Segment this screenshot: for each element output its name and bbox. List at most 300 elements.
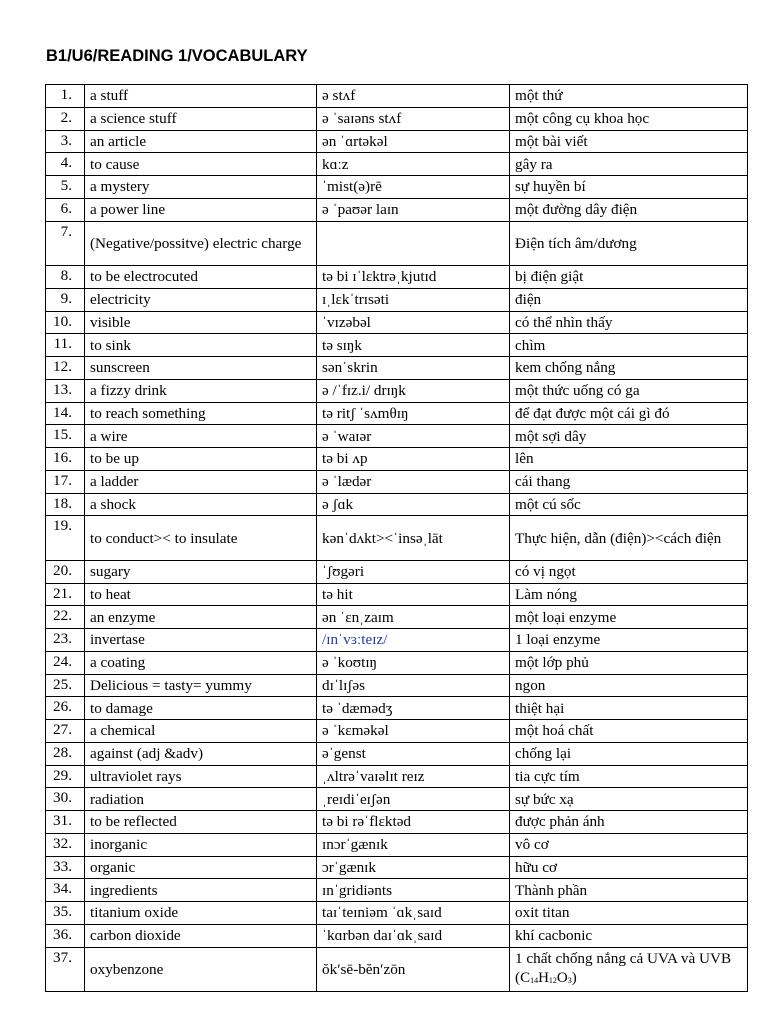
pronunciation-cell-text: ən ˈɑrtəkəl <box>322 132 388 150</box>
meaning-cell <box>510 266 748 289</box>
row-number-text: 23. <box>53 630 72 647</box>
meaning-cell <box>510 947 748 992</box>
pronunciation-cell <box>317 856 510 879</box>
term-cell-text: oxybenzone <box>90 960 164 978</box>
meaning-cell-text: một lớp phủ <box>515 654 589 672</box>
term-cell <box>85 266 317 289</box>
meaning-cell <box>510 198 748 221</box>
term-cell <box>85 674 317 697</box>
table-row <box>46 402 748 425</box>
meaning-cell <box>510 221 748 266</box>
pronunciation-cell <box>317 334 510 357</box>
pronunciation-cell <box>317 107 510 130</box>
meaning-cell-text: vô cơ <box>515 836 549 854</box>
meaning-cell-text: Thực hiện, dẫn (điện)><cách điện <box>515 529 722 547</box>
vocabulary-table <box>45 84 748 992</box>
meaning-cell <box>510 402 748 425</box>
row-number <box>46 765 85 788</box>
term-cell-text: to damage <box>90 699 153 717</box>
table-row <box>46 742 748 765</box>
row-number-text: 27. <box>53 721 72 738</box>
meaning-cell <box>510 130 748 153</box>
term-cell-text: visible <box>90 313 131 331</box>
table-row <box>46 924 748 947</box>
row-number <box>46 448 85 471</box>
table-row <box>46 674 748 697</box>
row-number <box>46 720 85 743</box>
pronunciation-cell-text: /ɪnˈvɜːteɪz/ <box>322 631 388 649</box>
table-row <box>46 833 748 856</box>
term-cell-text: inorganic <box>90 836 148 854</box>
meaning-cell <box>510 85 748 108</box>
term-cell-text: (Negative/possitve) electric charge <box>90 234 302 252</box>
table-row <box>46 856 748 879</box>
pronunciation-cell-text: ˈvɪzəbəl <box>322 313 371 331</box>
term-cell-text: a ladder <box>90 473 139 491</box>
row-number-text: 8. <box>60 267 72 284</box>
meaning-cell-text: bị điện giật <box>515 268 584 286</box>
meaning-cell-text: có thể nhìn thấy <box>515 313 613 331</box>
row-number-text: 28. <box>53 743 72 761</box>
row-number <box>46 334 85 357</box>
table-row <box>46 879 748 902</box>
table-row <box>46 697 748 720</box>
term-cell <box>85 651 317 674</box>
term-cell <box>85 697 317 720</box>
row-number-text: 30. <box>53 789 72 807</box>
row-number-text: 11. <box>53 335 72 353</box>
pronunciation-cell-text: ˈkɑrbən daɪˈɑkˌsaɪd <box>322 927 443 945</box>
meaning-cell-text: 1 loại enzyme <box>515 631 601 649</box>
term-cell-text: a coating <box>90 654 146 672</box>
term-cell-text: a shock <box>90 495 136 513</box>
term-cell-text: to heat <box>90 585 131 603</box>
table-row <box>46 176 748 199</box>
pronunciation-cell <box>317 470 510 493</box>
row-number-text: 1. <box>60 86 72 103</box>
term-cell <box>85 448 317 471</box>
term-cell-text: carbon dioxide <box>90 927 181 945</box>
term-cell <box>85 583 317 606</box>
pronunciation-cell <box>317 583 510 606</box>
table-row <box>46 788 748 811</box>
pronunciation-cell <box>317 879 510 902</box>
meaning-cell-text: chìm <box>515 336 546 354</box>
term-cell-text: ultraviolet rays <box>90 767 182 785</box>
meaning-cell <box>510 629 748 652</box>
term-cell-text: a power line <box>90 201 166 219</box>
meaning-cell-text: 1 chất chống nắng cả UVA và UVB ( <box>515 949 732 986</box>
pronunciation-cell-text: ə ˈsaɪəns stʌf <box>322 110 402 128</box>
term-cell <box>85 720 317 743</box>
row-number <box>46 85 85 108</box>
pronunciation-cell <box>317 85 510 108</box>
pronunciation-cell <box>317 651 510 674</box>
meaning-cell-text: một sợi dây <box>515 427 587 445</box>
pronunciation-cell <box>317 448 510 471</box>
row-number-text: 22. <box>53 607 72 625</box>
meaning-cell <box>510 288 748 311</box>
meaning-cell-text: chống lại <box>515 745 572 763</box>
term-cell-text: to cause <box>90 155 140 173</box>
pronunciation-cell <box>317 516 510 561</box>
meaning-cell <box>510 425 748 448</box>
meaning-cell-text: một công cụ khoa học <box>515 110 650 128</box>
row-number-text: 9. <box>60 289 72 307</box>
meaning-cell <box>510 470 748 493</box>
table-row <box>46 516 748 561</box>
row-number-text: 4. <box>60 154 72 172</box>
meaning-cell-text: một loại enzyme <box>515 608 617 626</box>
term-cell-text: ingredients <box>90 881 158 899</box>
row-number <box>46 947 85 992</box>
term-cell <box>85 947 317 992</box>
term-cell <box>85 606 317 629</box>
row-number <box>46 902 85 925</box>
row-number-text: 18. <box>53 494 72 512</box>
meaning-cell-text: để đạt được một cái gì đó <box>515 404 670 422</box>
chemical-formula <box>520 970 577 986</box>
term-cell <box>85 288 317 311</box>
table-row <box>46 765 748 788</box>
meaning-cell-text: thiệt hại <box>515 699 565 717</box>
page-title: B1/U6/READING 1/VOCABULARY <box>46 47 308 65</box>
row-number <box>46 833 85 856</box>
meaning-cell <box>510 583 748 606</box>
term-cell-text: sunscreen <box>90 359 150 377</box>
pronunciation-cell <box>317 720 510 743</box>
row-number <box>46 516 85 561</box>
term-cell <box>85 198 317 221</box>
formula-subscript: 12 <box>548 975 557 985</box>
pronunciation-cell <box>317 697 510 720</box>
pronunciation-cell <box>317 379 510 402</box>
table-row <box>46 107 748 130</box>
row-number-text: 35. <box>53 903 72 920</box>
term-cell <box>85 153 317 176</box>
pronunciation-cell <box>317 130 510 153</box>
term-cell <box>85 402 317 425</box>
row-number <box>46 266 85 289</box>
term-cell-text: against (adj &adv) <box>90 745 204 763</box>
row-number <box>46 198 85 221</box>
row-number-text: 36. <box>53 925 72 943</box>
row-number-text: 24. <box>53 652 72 670</box>
pronunciation-cell-text: tə ˈdæmədʒ <box>322 699 393 717</box>
pronunciation-cell <box>317 176 510 199</box>
pronunciation-cell-text: ə stʌf <box>322 87 356 105</box>
pronunciation-cell <box>317 153 510 176</box>
row-number <box>46 288 85 311</box>
meaning-cell <box>510 493 748 516</box>
meaning-cell-text: điện <box>515 291 542 309</box>
row-number-text: 26. <box>53 698 72 716</box>
formula-subscript: 14 <box>530 975 539 985</box>
term-cell <box>85 470 317 493</box>
meaning-cell-text: được phản ánh <box>515 813 605 831</box>
pronunciation-cell <box>317 902 510 925</box>
term-cell <box>85 516 317 561</box>
row-number-text: 2. <box>60 108 72 126</box>
table-row <box>46 560 748 583</box>
row-number <box>46 402 85 425</box>
meaning-cell-text: một đường dây điện <box>515 201 638 219</box>
pronunciation-cell-text: ə ˈwaɪər <box>322 427 372 445</box>
pronunciation-cell <box>317 560 510 583</box>
pronunciation-cell-text: ə ˈlædər <box>322 473 372 491</box>
pronunciation-cell-text: ə ˈkɛməkəl <box>322 722 389 740</box>
meaning-cell-text: cái thang <box>515 473 571 491</box>
table-row <box>46 379 748 402</box>
pronunciation-cell <box>317 742 510 765</box>
meaning-cell <box>510 651 748 674</box>
row-number <box>46 856 85 879</box>
term-cell-text: a science stuff <box>90 110 177 128</box>
row-number <box>46 788 85 811</box>
term-cell <box>85 902 317 925</box>
row-number-text: 16. <box>53 449 72 466</box>
row-number <box>46 606 85 629</box>
pronunciation-cell-text: ˌreɪdiˈeɪʃən <box>322 790 391 808</box>
pronunciation-cell <box>317 266 510 289</box>
row-number <box>46 176 85 199</box>
table-row <box>46 629 748 652</box>
row-number <box>46 742 85 765</box>
pronunciation-cell <box>317 402 510 425</box>
table-row <box>46 130 748 153</box>
term-cell-text: a fizzy drink <box>90 382 167 400</box>
meaning-cell-text: một cú sốc <box>515 495 581 513</box>
table-row <box>46 85 748 108</box>
term-cell <box>85 765 317 788</box>
term-cell <box>85 107 317 130</box>
term-cell <box>85 221 317 266</box>
table-row <box>46 357 748 380</box>
term-cell-text: sugary <box>90 563 131 581</box>
row-number-text: 32. <box>53 834 72 852</box>
term-cell-text: invertase <box>90 631 145 649</box>
row-number <box>46 379 85 402</box>
pronunciation-cell <box>317 674 510 697</box>
term-cell-text: organic <box>90 858 136 876</box>
term-cell-text: an article <box>90 132 147 150</box>
meaning-cell <box>510 697 748 720</box>
pronunciation-cell-text: ˈmist(ə)rē <box>322 178 382 196</box>
table-row <box>46 198 748 221</box>
row-number-text: 6. <box>60 199 72 217</box>
term-cell-text: a wire <box>90 427 128 445</box>
pronunciation-cell-text: ən ˈɛnˌzaɪm <box>322 608 394 626</box>
pronunciation-cell-text: kɑːz <box>322 155 349 173</box>
pronunciation-cell-text: dɪˈlɪʃəs <box>322 676 366 694</box>
table-row <box>46 902 748 925</box>
meaning-cell <box>510 176 748 199</box>
pronunciation-cell <box>317 811 510 834</box>
vocabulary-table-body <box>46 85 748 992</box>
meaning-cell <box>510 379 748 402</box>
table-row <box>46 311 748 334</box>
row-number <box>46 697 85 720</box>
term-cell <box>85 425 317 448</box>
meaning-cell <box>510 560 748 583</box>
row-number <box>46 583 85 606</box>
row-number <box>46 924 85 947</box>
term-cell-text: to reach something <box>90 404 206 422</box>
pronunciation-cell-text: taɪˈteɪniəm ˈɑkˌsaɪd <box>322 904 442 922</box>
meaning-cell-text: ngon <box>515 676 546 694</box>
meaning-cell <box>510 153 748 176</box>
term-cell <box>85 357 317 380</box>
row-number-text: 31. <box>53 812 72 829</box>
term-cell-text: electricity <box>90 291 151 309</box>
row-number-text: 34. <box>53 880 72 898</box>
meaning-cell <box>510 334 748 357</box>
row-number <box>46 311 85 334</box>
row-number <box>46 879 85 902</box>
pronunciation-cell <box>317 947 510 992</box>
row-number <box>46 221 85 266</box>
row-number <box>46 560 85 583</box>
table-row <box>46 425 748 448</box>
meaning-cell-text: gây ra <box>515 155 553 173</box>
row-number-text: 33. <box>53 857 72 875</box>
formula-subscript: 3 <box>567 975 572 985</box>
term-cell-text: to be up <box>90 450 139 468</box>
row-number-text: 14. <box>53 403 72 421</box>
meaning-cell-text: sự bức xạ <box>515 790 574 808</box>
term-cell-text: titanium oxide <box>90 904 179 922</box>
meaning-cell <box>510 765 748 788</box>
pronunciation-cell-text: ɪnˈgridiənts <box>322 881 393 899</box>
meaning-cell <box>510 924 748 947</box>
pronunciation-cell-text: ŏk′sē-bĕn′zōn <box>322 960 406 978</box>
meaning-cell-text: một hoá chất <box>515 722 594 740</box>
meaning-cell <box>510 311 748 334</box>
meaning-cell <box>510 879 748 902</box>
meaning-cell <box>510 357 748 380</box>
formula-element: C <box>520 969 531 986</box>
pronunciation-cell-text: tə bi rəˈflɛktəd <box>322 813 412 831</box>
meaning-cell-text: kem chống nắng <box>515 359 616 377</box>
term-cell <box>85 176 317 199</box>
row-number <box>46 629 85 652</box>
row-number <box>46 811 85 834</box>
meaning-cell-text: một bài viết <box>515 132 588 150</box>
term-cell <box>85 334 317 357</box>
table-row <box>46 448 748 471</box>
pronunciation-cell-text: əˈgenst <box>322 745 366 763</box>
row-number-text: 13. <box>53 380 72 398</box>
row-number <box>46 674 85 697</box>
meaning-cell <box>510 788 748 811</box>
pronunciation-cell-text: tə bi ɪˈlɛktrəˌkjutɪd <box>322 268 437 286</box>
row-number-text: 3. <box>60 131 72 149</box>
term-cell-text: radiation <box>90 790 144 808</box>
term-cell <box>85 560 317 583</box>
term-cell-text: a chemical <box>90 722 156 740</box>
term-cell <box>85 788 317 811</box>
pronunciation-cell <box>317 288 510 311</box>
term-cell-text: to conduct>< to insulate <box>90 529 238 547</box>
table-row <box>46 947 748 992</box>
meaning-cell <box>510 856 748 879</box>
pronunciation-cell <box>317 425 510 448</box>
pronunciation-cell <box>317 788 510 811</box>
term-cell <box>85 493 317 516</box>
row-number <box>46 470 85 493</box>
meaning-cell <box>510 606 748 629</box>
meaning-cell-text: có vị ngọt <box>515 563 576 581</box>
table-row <box>46 720 748 743</box>
row-number-text: 20. <box>53 561 72 579</box>
table-row <box>46 153 748 176</box>
meaning-cell-text: oxit titan <box>515 904 570 922</box>
formula-close-paren: ) <box>571 969 577 986</box>
table-row <box>46 493 748 516</box>
pronunciation-cell <box>317 833 510 856</box>
pronunciation-cell <box>317 357 510 380</box>
row-number-text: 10. <box>53 312 72 330</box>
table-row <box>46 266 748 289</box>
pronunciation-cell-text: ˌʌltrəˈvaɪəlɪt reɪz <box>322 767 425 785</box>
term-cell <box>85 811 317 834</box>
meaning-cell <box>510 833 748 856</box>
meaning-cell-text: Điện tích âm/dương <box>515 234 637 252</box>
term-cell <box>85 833 317 856</box>
term-cell <box>85 879 317 902</box>
table-row <box>46 334 748 357</box>
meaning-cell <box>510 720 748 743</box>
pronunciation-cell <box>317 924 510 947</box>
row-number-text: 21. <box>53 584 72 602</box>
term-cell <box>85 924 317 947</box>
term-cell-text: to sink <box>90 336 131 354</box>
row-number-text: 25. <box>53 675 72 693</box>
pronunciation-cell-text: sənˈskrin <box>322 359 378 377</box>
table-row <box>46 606 748 629</box>
meaning-cell-text: một thứ <box>515 87 563 105</box>
meaning-cell <box>510 902 748 925</box>
row-number-text: 12. <box>53 358 72 375</box>
row-number-text: 5. <box>60 177 72 194</box>
pronunciation-cell-text: ɪˌlɛkˈtrɪsəti <box>322 291 390 309</box>
term-cell-text: to be electrocuted <box>90 268 198 286</box>
formula-element: H <box>538 969 549 986</box>
table-row <box>46 288 748 311</box>
row-number-text: 17. <box>53 471 72 489</box>
row-number <box>46 153 85 176</box>
pronunciation-cell-text: tə hit <box>322 585 353 603</box>
meaning-cell <box>510 107 748 130</box>
term-cell <box>85 742 317 765</box>
row-number-text: 29. <box>53 766 72 784</box>
pronunciation-cell <box>317 765 510 788</box>
row-number-text: 37. <box>53 948 72 966</box>
term-cell <box>85 629 317 652</box>
pronunciation-cell-text: ə ʃɑk <box>322 495 354 513</box>
pronunciation-cell-text: kənˈdʌkt><ˈinsəˌlāt <box>322 529 443 547</box>
pronunciation-cell <box>317 629 510 652</box>
term-cell <box>85 311 317 334</box>
formula-element: O <box>556 969 568 986</box>
pronunciation-cell-text: tə bi ʌp <box>322 450 368 468</box>
table-row <box>46 811 748 834</box>
row-number-text: 7. <box>60 222 72 240</box>
term-cell-text: to be reflected <box>90 813 177 831</box>
pronunciation-cell <box>317 221 510 266</box>
row-number <box>46 493 85 516</box>
meaning-cell-text: một thức uống có ga <box>515 382 640 400</box>
